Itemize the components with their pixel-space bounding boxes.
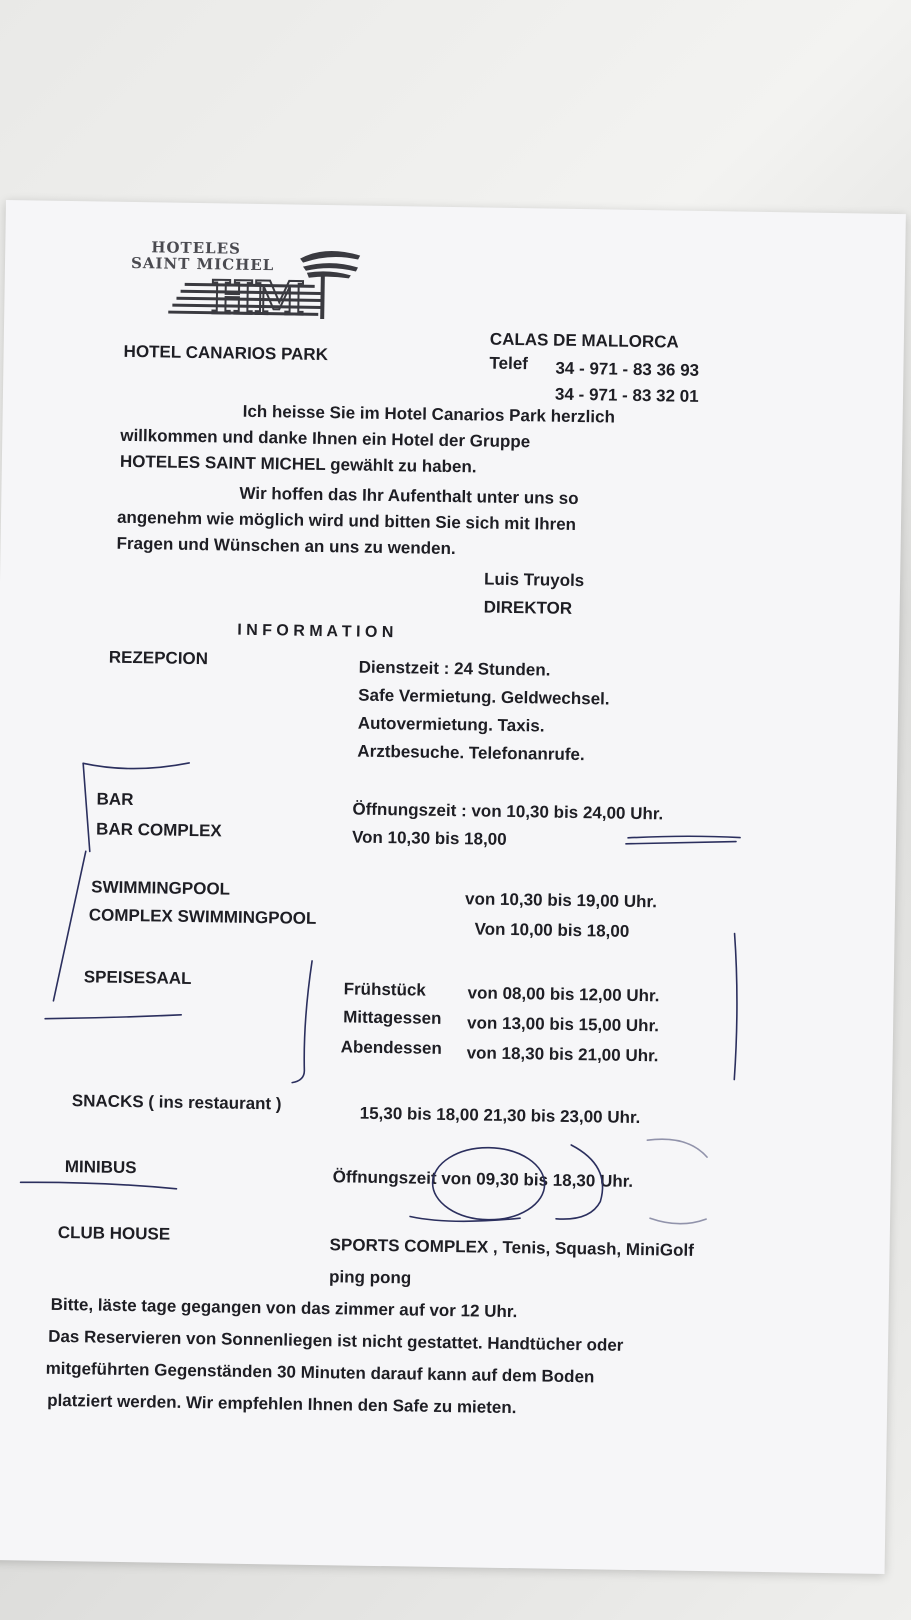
meal-name: Mittagessen [343,1007,442,1028]
phone-1: 34 - 971 - 83 36 93 [555,358,700,380]
meal-time: von 08,00 bis 12,00 Uhr. [467,983,660,1006]
hotel-info-sheet [0,200,906,1574]
minibus-label: MINIBUS [64,1157,137,1178]
phone-label: Telef [489,353,529,374]
logo-line1: HOTELES [151,238,242,258]
club-label: CLUB HOUSE [57,1222,171,1244]
welcome-line: Wir hoffen das Ihr Aufenthalt unter uns so [239,483,579,509]
pen-mark [732,934,738,1080]
meal-name: Frühstück [343,979,426,1000]
signature-title: DIREKTOR [483,597,573,618]
bar-label: BAR [96,789,134,810]
rezepcion-label: REZEPCION [108,647,209,669]
snacks-hours: 15,30 bis 18,00 21,30 bis 23,00 Uhr. [359,1103,641,1128]
welcome-line: Ich heisse Sie im Hotel Canarios Park herzlich [242,401,616,427]
pen-mark [646,1139,707,1224]
speisesaal-label: SPEISESAAL [83,967,192,989]
pen-mark [21,1182,177,1189]
pool-complex-label: COMPLEX SWIMMINGPOOL [88,905,317,928]
phone-2: 34 - 971 - 83 32 01 [554,384,699,406]
rezepcion-line: Arztbesuche. Telefonanrufe. [357,741,585,765]
welcome-line: angenehm wie möglich wird und bitten Sie sich mit Ihren [116,507,577,534]
bar-hours: Öffnungszeit : von 10,30 bis 24,00 Uhr. [352,799,664,824]
pen-mark [410,1216,520,1222]
meal-name: Abendessen [340,1037,442,1058]
pool-complex-hours: Von 10,00 bis 18,00 [474,919,630,941]
hotel-name: HOTEL CANARIOS PARK [123,341,329,365]
note-line: Das Reservieren von Sonnenliegen ist nicht gestattet. Handtücher oder [48,1326,624,1355]
hotel-logo [124,234,385,328]
minibus-hours: Öffnungszeit von 09,30 bis 18,30 Uhr. [332,1167,634,1191]
bar-complex-label: BAR COMPLEX [95,819,222,841]
note-line: Bitte, läste tage gegangen von das zimmer auf vor 12 Uhr. [50,1294,518,1322]
signature-name: Luis Truyols [483,569,585,591]
pen-mark [83,761,189,769]
logo-monogram: HM [210,270,306,326]
meal-time: von 18,30 bis 21,00 Uhr. [466,1043,659,1066]
note-line: platziert werden. Wir empfehlen Ihnen den Safe zu mieten. [47,1390,517,1418]
pen-mark [45,1013,181,1021]
rezepcion-line: Autovermietung. Taxis. [357,713,545,736]
pool-hours: von 10,30 bis 19,00 Uhr. [464,889,658,912]
bar-complex-hours: Von 10,30 bis 18,00 [351,827,507,849]
club-text: SPORTS COMPLEX , Tenis, Squash, MiniGolf [329,1235,695,1260]
club-text-2: ping pong [328,1267,412,1288]
logo-line2: SAINT MICHEL [130,253,275,275]
info-heading: I N F O R M A T I O N [237,621,394,642]
pen-mark [626,835,740,845]
rezepcion-line: Safe Vermietung. Geldwechsel. [358,685,610,709]
snacks-label: SNACKS ( ins restaurant ) [71,1091,282,1114]
location: CALAS DE MALLORCA [489,329,679,352]
note-line: mitgeführten Gegenständen 30 Minuten darauf kann auf dem Boden [45,1358,595,1387]
pen-mark [53,851,85,1001]
pen-mark [292,961,312,1083]
welcome-line: Fragen und Wünschen an uns zu wenden. [116,533,456,559]
rezepcion-line: Dienstzeit : 24 Stunden. [358,657,551,680]
pen-mark [82,763,91,851]
welcome-line: willkommen und danke Ihnen ein Hotel der Gruppe [120,425,531,452]
pool-label: SWIMMINGPOOL [91,877,231,899]
meal-time: von 13,00 bis 15,00 Uhr. [466,1013,660,1036]
welcome-line: HOTELES SAINT MICHEL gewählt zu haben. [119,451,477,477]
